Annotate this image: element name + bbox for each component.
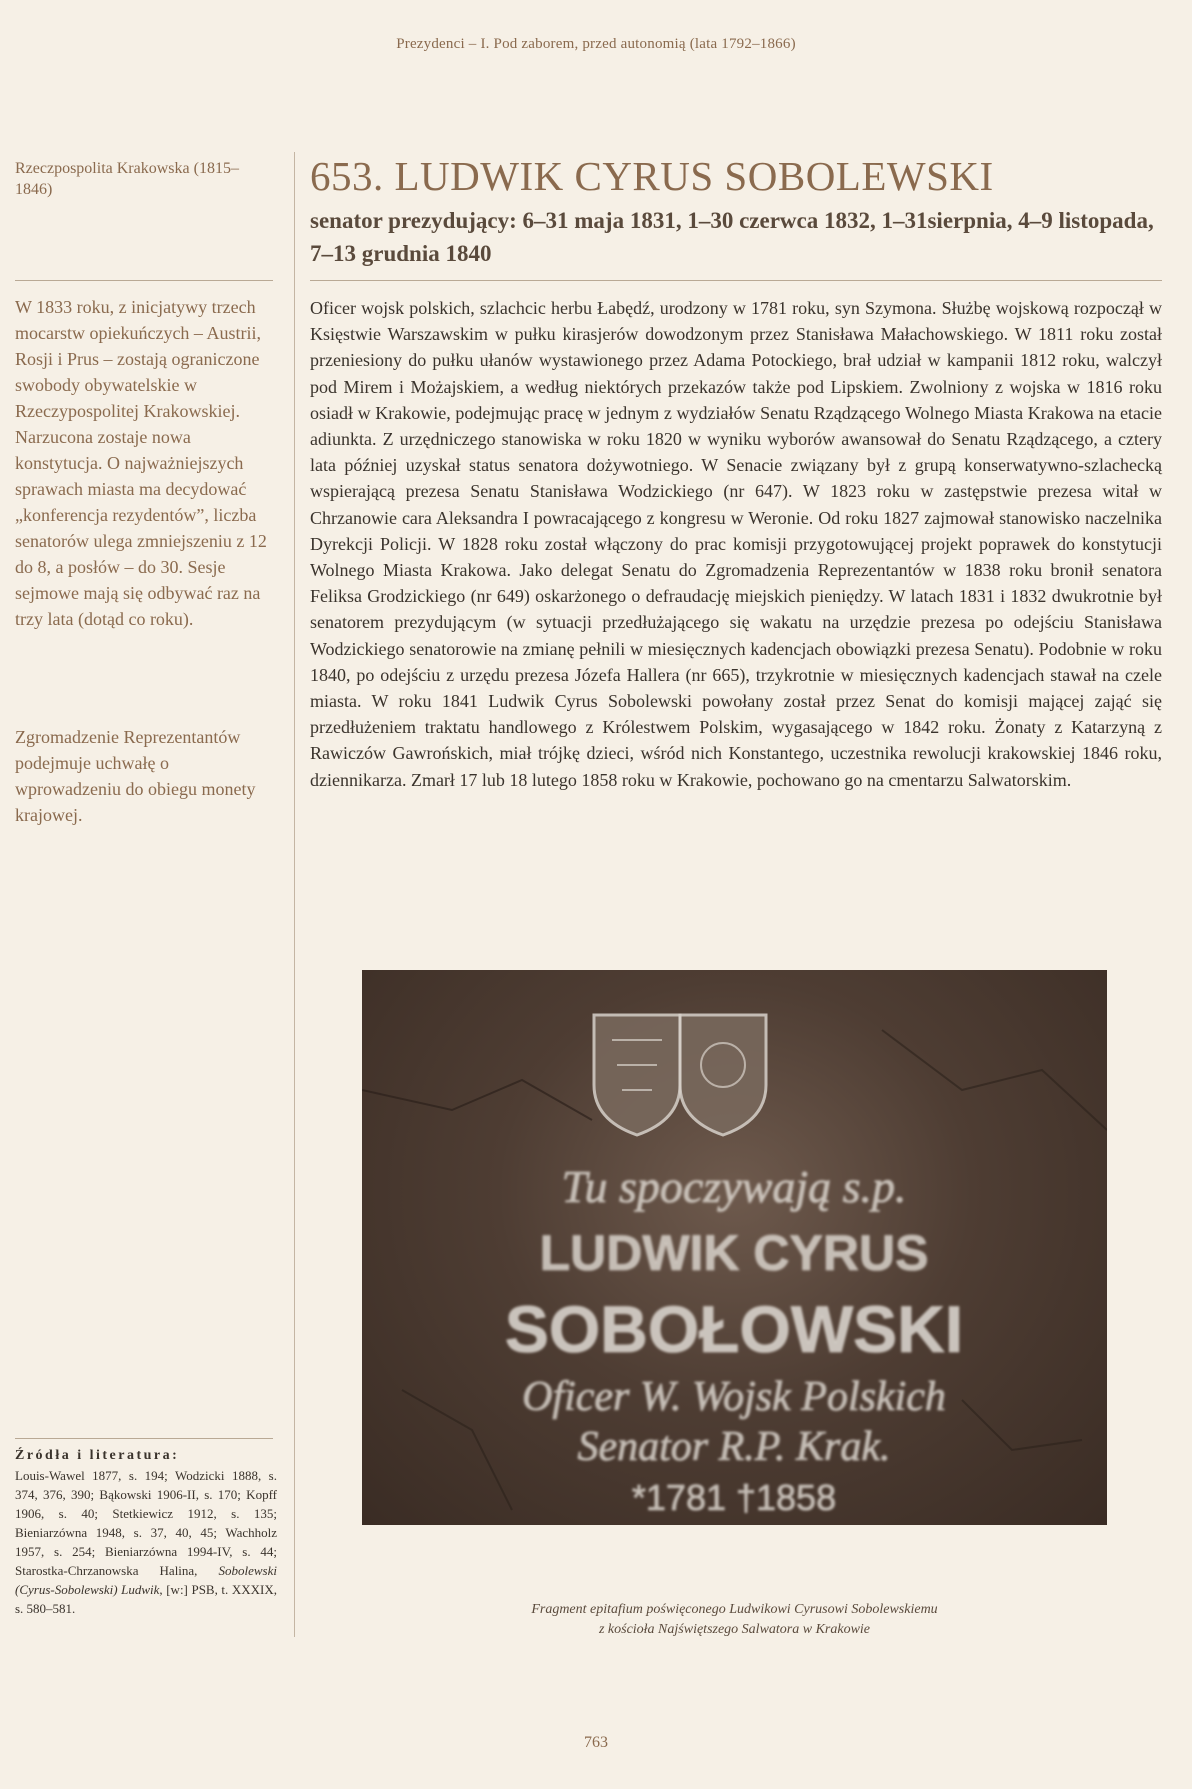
coat-of-arms-left-icon — [594, 1015, 680, 1135]
coat-of-arms-right-icon — [680, 1015, 766, 1135]
inscription-line-2: LUDWIK CYRUS — [539, 1225, 929, 1281]
sidebar-note-2: Zgromadzenie Reprezentantów podejmuje uchwałę o wprowadzeniu do obiegu monety krajowej. — [15, 727, 256, 825]
photo-caption — [362, 1600, 1107, 1640]
photo-caption-line-1: Fragment epitafium poświęconego Ludwikowi Cyrusowi Sobolewskiemu — [531, 1602, 938, 1617]
inscription-line-4: Oficer W. Wojsk Polskich — [522, 1374, 946, 1420]
sources-heading: Źródła i literatura: — [15, 1448, 180, 1463]
photo-caption-line-2: z kościoła Najświętszego Salwatora w Krakowie — [598, 1622, 871, 1637]
sidebar — [15, 158, 273, 825]
running-head: Prezydenci – I. Pod zaborem, przed autonomią (lata 1792–1866) — [396, 36, 796, 52]
sources-text-tail: , [w:] PSB, t. XXXIX, s. 580–581. — [15, 1582, 277, 1616]
page-number: 763 — [584, 1734, 608, 1751]
inscription-line-5: Senator R.P. Krak. — [577, 1424, 891, 1470]
inscription-line-1: Tu spoczywają s.p. — [561, 1161, 907, 1212]
epitaph-illustration — [362, 970, 1107, 1525]
sidebar-note-1: W 1833 roku, z inicjatywy trzech mocarstw opiekuńczych – Austrii, Rosji i Prus – zostają ograniczone swobody obywatelskie w Rzeczypospolitej Krakowskiej. Narzucona zostaje nowa konstytucja. O najważniejszych sprawach miasta ma decydować „konferencja rezydentów”, liczba senatorów ulega zmniejszeniu z 12 do 8, a posłów – do 30. Sesje sejmowe mają się odbywać raz na trzy lata (dotąd co roku). — [15, 297, 267, 629]
sources-text — [15, 1466, 277, 1618]
sidebar-divider — [15, 280, 273, 281]
sources-text-italic: Sobolewski (Cyrus-Sobolewski) Ludwik — [15, 1563, 277, 1597]
inscription-line-3: SOBOŁOWSKI — [504, 1292, 964, 1366]
entry-divider — [310, 280, 1162, 281]
sources-text-main: Louis-Wawel 1877, s. 194; Wodzicki 1888, s. 374, 376, 390; Bąkowski 1906-II, s. 170; Kopff 1906, s. 40; Stetkiewicz 1912, s. 135; Bieniarzówna 1948, s. 37, 40, 45; Wachholz 1957, s. 254; Bieniarzówna 1994-IV, s. 44; Starostka-Chrzanowska Halina, — [15, 1468, 277, 1578]
epitaph-photo — [362, 970, 1107, 1525]
sources-section — [15, 1448, 277, 1618]
entry-biography: Oficer wojsk polskich, szlachcic herbu Łabędź, urodzony w 1781 roku, syn Szymona. Służbę wojskową rozpoczął w Księstwie Warszawskim w pułku kirasjerów dowodzonym przez Stanisława Małachowskiego. W 1811 roku został przeniesiony do pułku ułanów wystawionego przez Adama Potockiego, brał udział w kampanii 1812 roku, walczył pod Mirem i Możajskiem, a według niektórych przekazów także pod Lipskiem. Zwolniony z wojska w 1816 roku osiadł w Krakowie, podejmując pracę w jednym z wydziałów Senatu Rządzącego Wolnego Miasta Krakowa na etacie adiunkta. Z urzędniczego stanowiska w roku 1820 w wyniku wyborów awansował do Senatu Rządzącego, a cztery lata później uzyskał status senatora dożywotniego. W Senacie związany był z grupą konserwatywno-szlachecką wspierającą prezesa Senatu Stanisława Wodzickiego (nr 647). W 1823 roku w zastępstwie prezesa witał w Chrzanowie cara Aleksandra I powracającego z kongresu w Weronie. Od roku 1827 zajmował stanowisko naczelnika Dyrekcji Policji. W 1828 roku został włączony do prac komisji przygotowującej projekt poprawek do konstytucji Wolnego Miasta Krakowa. Jako delegat Senatu do Zgromadzenia Reprezentantów w 1838 roku bronił senatora Feliksa Grodzickiego (nr 649) oskarżonego o defraudację miejskich pieniędzy. W latach 1831 i 1832 dwukrotnie był senatorem prezydującym (w sytuacji przedłużającego się wakatu na urzędzie prezesa po odejściu Stanisława Wodzickiego senatorowie na zmianę pełnili w miesięcznych kadencjach obowiązki prezesa Senatu). Podobnie w roku 1840, po odejściu z urzędu prezesa Józefa Hallera (nr 665), trzykrotnie w miesięcznych kadencjach stawał na czele miasta. W roku 1841 Ludwik Cyrus Sobolewski powołany został przez Senat do komisji mającej zająć się przedłużeniem traktatu handlowego z Królestwem Polskim, wygasającego w 1842 roku. Żonaty z Katarzyną z Rawiczów Gawrońskich, miał trójkę dzieci, wśród nich Konstantego, uczestnika rewolucji krakowskiej 1846 roku, dziennikarza. Zmarł 17 lub 18 lutego 1858 roku w Krakowie, pochowano go na cmentarzu Salwatorskim. — [310, 298, 1162, 790]
column-divider — [294, 152, 295, 1637]
entry-title: 653. LUDWIK CYRUS SOBOLEWSKI — [310, 153, 994, 199]
entry-subtitle: senator prezydujący: 6–31 maja 1831, 1–30 czerwca 1832, 1–31sierpnia, 4–9 listopada, 7–13 grudnia 1840 — [310, 208, 1154, 266]
entry — [310, 152, 1162, 790]
sidebar-state-name: Rzeczpospolita Krakowska (1815–1846) — [15, 160, 239, 198]
inscription-line-6: *1781 †1858 — [631, 1477, 837, 1518]
sources-divider — [15, 1438, 273, 1439]
